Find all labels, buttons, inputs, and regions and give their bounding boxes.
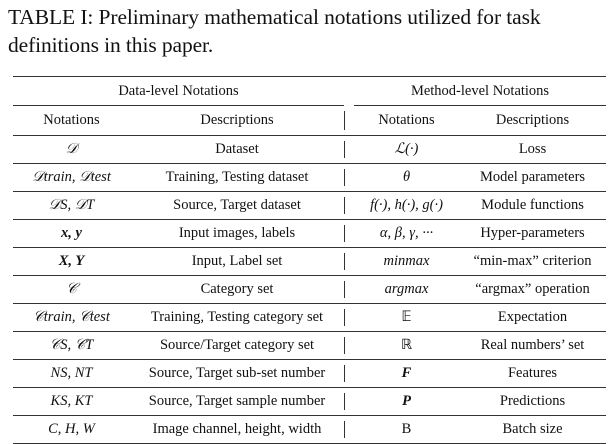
data-description: Source/Target category set xyxy=(130,332,344,360)
table-row xyxy=(13,332,606,360)
data-description: Training, Testing dataset xyxy=(130,164,344,192)
method-notation: P xyxy=(354,388,459,416)
table-row xyxy=(13,276,606,304)
data-notation: X, Y xyxy=(13,248,130,276)
method-description: Loss xyxy=(459,136,606,164)
data-notation: KS, KT xyxy=(13,388,130,416)
method-description: “min-max” criterion xyxy=(459,248,606,276)
data-notations-header: Notations xyxy=(13,106,130,136)
method-description: Batch size xyxy=(459,416,606,444)
table-row xyxy=(13,248,606,276)
table-row xyxy=(13,192,606,220)
method-notation: F xyxy=(354,360,459,388)
method-notation: θ xyxy=(354,164,459,192)
method-notation: 𝔼 xyxy=(354,304,459,332)
column-header-row xyxy=(13,106,606,136)
method-notation: f(·), h(·), g(·) xyxy=(354,192,459,220)
data-notation: 𝒟S, 𝒟T xyxy=(13,192,130,220)
table-row xyxy=(13,164,606,192)
data-notation: 𝒟 xyxy=(13,136,130,164)
data-description: Input, Label set xyxy=(130,248,344,276)
method-description: Model parameters xyxy=(459,164,606,192)
table-row xyxy=(13,388,606,416)
group-header-row xyxy=(13,77,606,106)
method-notation: minmax xyxy=(354,248,459,276)
data-description: Image channel, height, width xyxy=(130,416,344,444)
data-description: Input images, labels xyxy=(130,220,344,248)
method-notation: ℝ xyxy=(354,332,459,360)
method-description: Features xyxy=(459,360,606,388)
method-notation: ℒ(·) xyxy=(354,136,459,164)
method-description: “argmax” operation xyxy=(459,276,606,304)
data-description: Dataset xyxy=(130,136,344,164)
data-description: Source, Target sample number xyxy=(130,388,344,416)
method-notations-header: Notations xyxy=(354,106,459,136)
method-descriptions-header: Descriptions xyxy=(459,106,606,136)
data-level-group-header: Data-level Notations xyxy=(13,77,344,106)
method-description: Module functions xyxy=(459,192,606,220)
data-notation: 𝒞S, 𝒞T xyxy=(13,332,130,360)
data-notation: 𝒟train, 𝒟test xyxy=(13,164,130,192)
caption-line-1: TABLE I: Preliminary mathematical notations utilized for task xyxy=(8,5,541,29)
method-description: Hyper-parameters xyxy=(459,220,606,248)
notation-table xyxy=(13,76,606,444)
data-notation: 𝒞 xyxy=(13,276,130,304)
data-notation: C, H, W xyxy=(13,416,130,444)
data-notation: 𝒞train, 𝒞test xyxy=(13,304,130,332)
data-description: Category set xyxy=(130,276,344,304)
method-description: Predictions xyxy=(459,388,606,416)
method-notation: B xyxy=(354,416,459,444)
data-descriptions-header: Descriptions xyxy=(130,106,344,136)
table-row xyxy=(13,220,606,248)
data-notation: NS, NT xyxy=(13,360,130,388)
data-description: Source, Target dataset xyxy=(130,192,344,220)
method-level-group-header: Method-level Notations xyxy=(354,77,606,106)
caption-line-2: definitions in this paper. xyxy=(8,33,214,57)
table-row xyxy=(13,416,606,444)
data-description: Source, Target sub-set number xyxy=(130,360,344,388)
table-row xyxy=(13,360,606,388)
table-caption xyxy=(8,3,608,59)
data-description: Training, Testing category set xyxy=(130,304,344,332)
method-description: Real numbers’ set xyxy=(459,332,606,360)
method-notation: argmax xyxy=(354,276,459,304)
table-row xyxy=(13,136,606,164)
data-notation: x, y xyxy=(13,220,130,248)
table-row xyxy=(13,304,606,332)
method-description: Expectation xyxy=(459,304,606,332)
method-notation: α, β, γ, ··· xyxy=(354,220,459,248)
